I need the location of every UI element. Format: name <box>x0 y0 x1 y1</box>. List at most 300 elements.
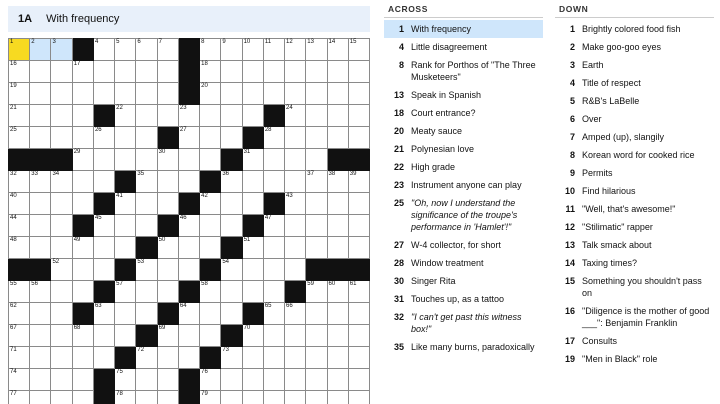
grid-cell[interactable] <box>200 127 221 149</box>
grid-cell[interactable] <box>200 61 221 83</box>
grid-cell[interactable] <box>285 83 306 105</box>
grid-cell[interactable] <box>72 391 93 404</box>
grid-cell[interactable] <box>157 171 178 193</box>
grid-cell[interactable] <box>306 303 327 325</box>
grid-cell[interactable] <box>30 215 51 237</box>
grid-cell[interactable] <box>178 237 199 259</box>
grid-cell[interactable] <box>221 303 242 325</box>
grid-cell[interactable] <box>115 83 136 105</box>
grid-cell[interactable] <box>9 61 30 83</box>
grid-cell[interactable] <box>285 39 306 61</box>
grid-cell[interactable] <box>242 193 263 215</box>
grid-cell[interactable] <box>285 61 306 83</box>
grid-cell[interactable] <box>306 83 327 105</box>
grid-cell[interactable] <box>115 193 136 215</box>
grid-cell[interactable] <box>72 171 93 193</box>
clue-item[interactable] <box>555 200 714 218</box>
grid-cell[interactable] <box>327 369 348 391</box>
clue-item[interactable] <box>555 146 714 164</box>
grid-cell[interactable] <box>30 61 51 83</box>
grid-cell[interactable] <box>178 149 199 171</box>
clue-item[interactable] <box>384 86 543 104</box>
grid-cell[interactable] <box>136 369 157 391</box>
grid-cell[interactable] <box>221 171 242 193</box>
grid-cell[interactable] <box>157 391 178 404</box>
clue-item[interactable] <box>384 158 543 176</box>
grid-cell[interactable] <box>306 127 327 149</box>
grid-cell[interactable] <box>285 369 306 391</box>
grid-cell[interactable] <box>51 83 72 105</box>
grid-cell[interactable] <box>51 237 72 259</box>
grid-cell[interactable] <box>30 347 51 369</box>
grid-cell[interactable] <box>327 105 348 127</box>
grid-cell[interactable] <box>263 83 284 105</box>
grid-cell[interactable] <box>327 215 348 237</box>
grid-cell[interactable] <box>72 61 93 83</box>
clue-item[interactable] <box>555 128 714 146</box>
grid-cell[interactable] <box>72 105 93 127</box>
grid-cell[interactable] <box>51 127 72 149</box>
grid-cell[interactable] <box>93 149 114 171</box>
grid-cell[interactable] <box>306 281 327 303</box>
grid-cell[interactable] <box>30 369 51 391</box>
grid-cell[interactable] <box>136 105 157 127</box>
grid-cell[interactable] <box>93 347 114 369</box>
grid-cell-number: 6 <box>137 39 141 45</box>
grid-cell[interactable] <box>93 325 114 347</box>
grid-cell[interactable] <box>51 171 72 193</box>
clue-item[interactable] <box>555 302 714 332</box>
clue-number: 8 <box>398 60 404 70</box>
grid-cell[interactable] <box>263 39 284 61</box>
grid-cell[interactable] <box>30 391 51 404</box>
grid-cell[interactable] <box>93 61 114 83</box>
grid-cell[interactable] <box>285 325 306 347</box>
clue-item[interactable] <box>384 176 543 194</box>
grid-cell[interactable] <box>348 303 369 325</box>
clue-item[interactable] <box>555 164 714 182</box>
clue-number: 11 <box>565 204 575 214</box>
grid-cell[interactable] <box>263 149 284 171</box>
grid-cell[interactable] <box>178 105 199 127</box>
grid-cell[interactable] <box>263 347 284 369</box>
current-clue-text: With frequency <box>46 13 120 25</box>
grid-cell[interactable] <box>242 105 263 127</box>
grid-cell[interactable] <box>72 193 93 215</box>
clue-number: 3 <box>569 60 575 70</box>
grid-cell[interactable] <box>348 369 369 391</box>
grid-cell[interactable] <box>263 325 284 347</box>
clue-item[interactable] <box>384 308 543 338</box>
grid-cell[interactable] <box>285 105 306 127</box>
clue-number: 1 <box>569 24 575 34</box>
grid-cell[interactable] <box>221 369 242 391</box>
grid-cell[interactable] <box>51 61 72 83</box>
grid-cell[interactable] <box>221 61 242 83</box>
grid-cell[interactable] <box>51 259 72 281</box>
grid-cell[interactable] <box>263 61 284 83</box>
clue-item[interactable] <box>555 218 714 236</box>
grid-cell[interactable] <box>306 347 327 369</box>
grid-cell[interactable] <box>263 259 284 281</box>
grid-cell[interactable] <box>327 391 348 404</box>
grid-cell[interactable] <box>221 39 242 61</box>
clue-item[interactable] <box>384 20 543 38</box>
grid-cell[interactable] <box>51 39 72 61</box>
grid-cell[interactable] <box>51 105 72 127</box>
grid-cell[interactable] <box>115 105 136 127</box>
grid-cell-number: 18 <box>201 61 208 67</box>
grid-cell[interactable] <box>136 61 157 83</box>
grid-cell[interactable] <box>72 325 93 347</box>
grid-cell[interactable] <box>306 369 327 391</box>
grid-cell[interactable] <box>157 325 178 347</box>
grid-cell[interactable] <box>306 215 327 237</box>
grid-cell[interactable] <box>200 303 221 325</box>
clue-item[interactable] <box>384 122 543 140</box>
grid-cell[interactable] <box>157 61 178 83</box>
grid-cell[interactable] <box>72 149 93 171</box>
clue-item[interactable] <box>555 272 714 302</box>
grid-cell[interactable] <box>200 39 221 61</box>
grid-cell[interactable] <box>242 347 263 369</box>
clue-item[interactable] <box>384 140 543 158</box>
grid-cell[interactable] <box>242 61 263 83</box>
grid-cell[interactable] <box>242 369 263 391</box>
grid-cell[interactable] <box>242 83 263 105</box>
grid-cell[interactable] <box>285 347 306 369</box>
grid-cell[interactable] <box>157 237 178 259</box>
grid-cell[interactable] <box>115 149 136 171</box>
grid-cell[interactable] <box>30 281 51 303</box>
grid-cell[interactable] <box>9 105 30 127</box>
grid-cell[interactable] <box>157 105 178 127</box>
grid-cell[interactable] <box>327 127 348 149</box>
grid-cell[interactable] <box>221 259 242 281</box>
grid-cell[interactable] <box>51 347 72 369</box>
grid-cell[interactable] <box>157 281 178 303</box>
grid-cell[interactable] <box>72 347 93 369</box>
grid-cell[interactable] <box>348 83 369 105</box>
grid-cell[interactable] <box>306 237 327 259</box>
grid-cell[interactable] <box>93 303 114 325</box>
grid-cell[interactable] <box>93 39 114 61</box>
grid-cell[interactable] <box>72 127 93 149</box>
grid-cell[interactable] <box>30 325 51 347</box>
grid-cell[interactable] <box>200 105 221 127</box>
grid-cell[interactable] <box>348 127 369 149</box>
grid-cell[interactable] <box>221 193 242 215</box>
grid-cell[interactable] <box>115 127 136 149</box>
grid-cell[interactable] <box>348 39 369 61</box>
grid-cell[interactable] <box>263 171 284 193</box>
grid-cell[interactable] <box>9 171 30 193</box>
grid-cell[interactable] <box>136 281 157 303</box>
grid-cell-number: 74 <box>10 369 17 375</box>
grid-cell[interactable] <box>327 83 348 105</box>
grid-cell[interactable] <box>242 237 263 259</box>
grid-cell[interactable] <box>348 281 369 303</box>
grid-cell[interactable] <box>348 391 369 404</box>
grid-cell[interactable] <box>221 347 242 369</box>
grid-cell[interactable] <box>242 391 263 404</box>
grid-cell[interactable] <box>30 237 51 259</box>
grid-cell[interactable] <box>30 105 51 127</box>
grid-cell[interactable] <box>136 215 157 237</box>
grid-block <box>178 281 199 303</box>
grid-cell[interactable] <box>263 391 284 404</box>
grid-cell[interactable] <box>72 259 93 281</box>
grid-cell[interactable] <box>72 237 93 259</box>
clue-item[interactable] <box>384 56 543 86</box>
clue-item[interactable] <box>384 338 543 356</box>
grid-cell[interactable] <box>115 237 136 259</box>
grid-cell[interactable] <box>9 325 30 347</box>
clue-item[interactable] <box>384 104 543 122</box>
grid-cell[interactable] <box>72 369 93 391</box>
grid-cell[interactable] <box>200 391 221 404</box>
clue-item[interactable] <box>555 74 714 92</box>
grid-cell[interactable] <box>306 149 327 171</box>
grid-cell-number: 45 <box>94 215 102 221</box>
grid-cell[interactable] <box>93 83 114 105</box>
grid-cell[interactable] <box>9 391 30 404</box>
grid-cell[interactable] <box>263 127 284 149</box>
grid-cell-number: 46 <box>179 215 187 221</box>
grid-cell[interactable] <box>9 347 30 369</box>
grid-cell[interactable] <box>157 193 178 215</box>
grid-row <box>9 325 370 347</box>
grid-cell[interactable] <box>178 215 199 237</box>
grid-cell[interactable] <box>93 215 114 237</box>
grid-cell[interactable] <box>115 61 136 83</box>
clue-item[interactable] <box>555 92 714 110</box>
grid-cell[interactable] <box>327 281 348 303</box>
grid-cell[interactable] <box>221 105 242 127</box>
grid-cell[interactable] <box>30 39 51 61</box>
grid-cell[interactable] <box>306 171 327 193</box>
clue-item[interactable] <box>555 236 714 254</box>
grid-cell[interactable] <box>136 83 157 105</box>
grid-cell[interactable] <box>221 281 242 303</box>
across-clue-list[interactable] <box>384 20 543 356</box>
grid-cell[interactable] <box>242 325 263 347</box>
grid-cell[interactable] <box>51 369 72 391</box>
grid-cell[interactable] <box>115 281 136 303</box>
grid-cell[interactable] <box>306 391 327 404</box>
grid-cell[interactable] <box>327 347 348 369</box>
clue-item[interactable] <box>384 194 543 236</box>
grid-cell[interactable] <box>72 83 93 105</box>
grid-cell-number: 38 <box>328 171 336 177</box>
down-rule <box>555 17 714 18</box>
grid-cell[interactable] <box>306 105 327 127</box>
grid-cell-number: 23 <box>179 105 187 111</box>
grid-cell[interactable] <box>327 39 348 61</box>
grid-cell[interactable] <box>200 237 221 259</box>
grid-cell[interactable] <box>178 303 199 325</box>
grid-cell[interactable] <box>115 215 136 237</box>
grid-cell[interactable] <box>285 303 306 325</box>
grid-cell[interactable] <box>136 347 157 369</box>
grid-block <box>221 237 242 259</box>
clue-text: Meaty sauce <box>411 126 463 136</box>
grid-cell[interactable] <box>348 105 369 127</box>
grid-cell[interactable] <box>30 127 51 149</box>
grid-cell[interactable] <box>327 193 348 215</box>
grid-cell[interactable] <box>263 215 284 237</box>
grid-cell[interactable] <box>51 193 72 215</box>
grid-cell[interactable] <box>115 369 136 391</box>
grid-cell[interactable] <box>51 325 72 347</box>
grid-cell[interactable] <box>306 193 327 215</box>
grid-cell[interactable] <box>30 193 51 215</box>
grid-cell[interactable] <box>263 281 284 303</box>
grid-cell[interactable] <box>157 347 178 369</box>
grid-cell[interactable] <box>242 39 263 61</box>
grid-cell[interactable] <box>200 369 221 391</box>
grid-cell[interactable] <box>200 83 221 105</box>
grid-cell[interactable] <box>51 281 72 303</box>
grid-cell[interactable] <box>348 347 369 369</box>
grid-cell[interactable] <box>178 259 199 281</box>
grid-cell[interactable] <box>348 237 369 259</box>
clue-item[interactable] <box>555 332 714 350</box>
grid-cell[interactable] <box>136 259 157 281</box>
grid-cell[interactable] <box>263 303 284 325</box>
grid-cell[interactable] <box>9 237 30 259</box>
grid-cell[interactable] <box>157 149 178 171</box>
grid-cell[interactable] <box>178 171 199 193</box>
grid-cell[interactable] <box>242 149 263 171</box>
clue-item[interactable] <box>555 254 714 272</box>
grid-cell[interactable] <box>93 259 114 281</box>
grid-cell[interactable] <box>200 149 221 171</box>
grid-cell[interactable] <box>9 39 30 61</box>
grid-cell[interactable] <box>178 347 199 369</box>
grid-cell[interactable] <box>72 281 93 303</box>
grid-cell[interactable] <box>9 193 30 215</box>
grid-cell[interactable] <box>157 369 178 391</box>
grid-cell[interactable] <box>136 391 157 404</box>
clue-item[interactable] <box>384 272 543 290</box>
grid-cell[interactable] <box>9 369 30 391</box>
grid-cell[interactable] <box>9 83 30 105</box>
grid-cell[interactable] <box>51 303 72 325</box>
grid-cell[interactable] <box>115 391 136 404</box>
grid-cell[interactable] <box>157 83 178 105</box>
clue-item[interactable] <box>384 38 543 56</box>
grid-cell[interactable] <box>348 171 369 193</box>
grid-cell[interactable] <box>221 83 242 105</box>
grid-cell[interactable] <box>221 215 242 237</box>
grid-cell[interactable] <box>115 39 136 61</box>
grid-cell[interactable] <box>136 193 157 215</box>
grid-cell[interactable] <box>242 259 263 281</box>
grid-cell[interactable] <box>30 171 51 193</box>
down-clue-list[interactable] <box>555 20 714 368</box>
clue-item[interactable] <box>555 350 714 368</box>
grid-cell[interactable] <box>263 369 284 391</box>
grid-cell[interactable] <box>93 127 114 149</box>
grid-cell[interactable] <box>285 149 306 171</box>
grid-cell[interactable] <box>200 281 221 303</box>
grid-cell[interactable] <box>327 171 348 193</box>
grid-cell[interactable] <box>200 215 221 237</box>
grid-cell[interactable] <box>327 303 348 325</box>
grid-cell[interactable] <box>157 259 178 281</box>
clue-number: 21 <box>393 144 404 154</box>
grid-cell[interactable] <box>327 61 348 83</box>
grid-cell[interactable] <box>285 193 306 215</box>
grid-cell[interactable] <box>221 127 242 149</box>
clue-item[interactable] <box>555 56 714 74</box>
current-clue-bar[interactable] <box>8 6 370 32</box>
grid-cell[interactable] <box>9 215 30 237</box>
grid-cell[interactable] <box>285 171 306 193</box>
grid-cell[interactable] <box>9 127 30 149</box>
grid-cell[interactable] <box>200 325 221 347</box>
grid-cell[interactable] <box>136 303 157 325</box>
crossword-grid[interactable] <box>8 38 370 404</box>
grid-cell[interactable] <box>285 215 306 237</box>
grid-cell[interactable] <box>9 281 30 303</box>
grid-cell[interactable] <box>306 61 327 83</box>
grid-cell[interactable] <box>348 215 369 237</box>
grid-cell[interactable] <box>93 237 114 259</box>
clue-item[interactable] <box>384 236 543 254</box>
grid-cell[interactable] <box>136 39 157 61</box>
grid-cell[interactable] <box>9 303 30 325</box>
grid-cell[interactable] <box>157 39 178 61</box>
grid-cell[interactable] <box>93 171 114 193</box>
grid-cell[interactable] <box>285 237 306 259</box>
grid-cell[interactable] <box>51 391 72 404</box>
grid-cell[interactable] <box>30 83 51 105</box>
grid-cell[interactable] <box>136 171 157 193</box>
grid-cell[interactable] <box>200 193 221 215</box>
grid-cell[interactable] <box>285 259 306 281</box>
grid-cell[interactable] <box>221 391 242 404</box>
grid-cell[interactable] <box>327 237 348 259</box>
clue-item[interactable] <box>555 20 714 38</box>
grid-cell[interactable] <box>178 127 199 149</box>
grid-cell[interactable] <box>178 325 199 347</box>
grid-cell[interactable] <box>285 127 306 149</box>
grid-cell[interactable] <box>30 303 51 325</box>
clue-item[interactable] <box>555 110 714 128</box>
grid-cell[interactable] <box>115 303 136 325</box>
grid-cell[interactable] <box>306 325 327 347</box>
grid-cell[interactable] <box>263 237 284 259</box>
grid-cell[interactable] <box>348 193 369 215</box>
clue-item[interactable] <box>555 38 714 56</box>
grid-cell[interactable] <box>285 391 306 404</box>
grid-cell[interactable] <box>51 215 72 237</box>
grid-cell[interactable] <box>327 325 348 347</box>
clue-item[interactable] <box>555 182 714 200</box>
grid-cell[interactable] <box>348 61 369 83</box>
grid-cell[interactable] <box>348 325 369 347</box>
clue-item[interactable] <box>384 290 543 308</box>
grid-cell[interactable] <box>242 281 263 303</box>
grid-cell[interactable] <box>115 325 136 347</box>
clue-item[interactable] <box>384 254 543 272</box>
grid-cell[interactable] <box>242 171 263 193</box>
grid-cell[interactable] <box>136 127 157 149</box>
grid-cell[interactable] <box>306 39 327 61</box>
grid-cell[interactable] <box>136 149 157 171</box>
